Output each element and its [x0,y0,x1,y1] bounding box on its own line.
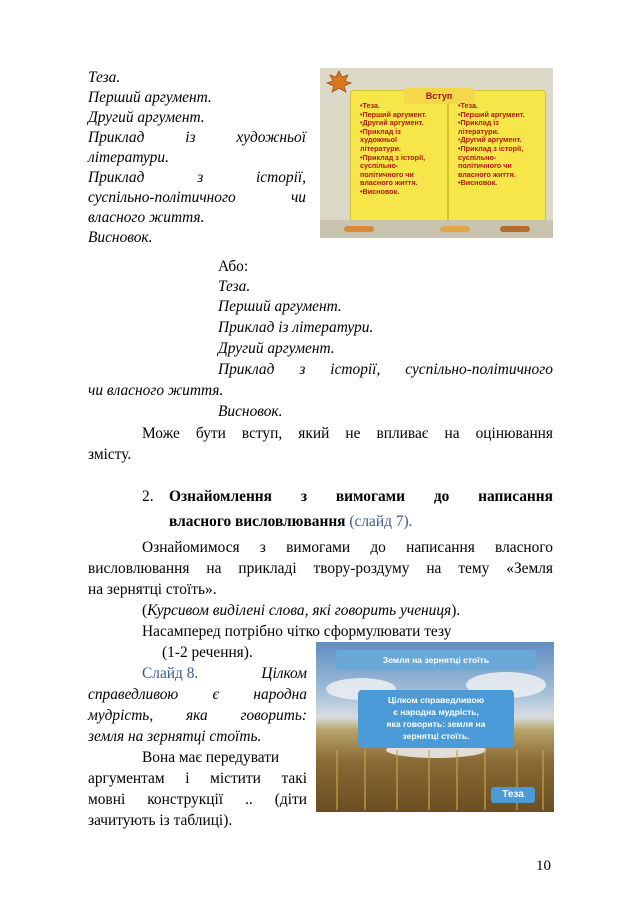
para3-line-2: аргументам і містити такі [88,770,307,787]
quote-line-1 [88,685,307,705]
slide-base [320,220,553,238]
list-item: •Приклад з історії, [360,152,426,162]
slide-title: Земля на зернятці стоїть [336,650,536,670]
alt-conclusion: Висновок. [218,403,283,420]
section-number: 2. [142,488,154,505]
box-line: яка говорить: земля на [386,719,486,729]
italic-note-text: Курсивом виділені слова, які говорить учениця [147,602,452,619]
slide-quote-box [358,690,514,748]
list-item: •Висновок. [360,186,400,196]
list-item: •Перший аргумент. [360,109,427,119]
para3-line-4: зачитують із таблиці). [88,812,233,829]
para2-line-1: Насамперед потрібно чітко сформулювати тезу [142,623,452,640]
list-item: •Висновок. [458,178,498,188]
alt-hist-cont: чи власного життя. [88,382,224,399]
alt-thesis: Теза. [218,278,251,295]
para1-line-2: висловлювання на прикладі твору-роздуму на тему «Земля [88,560,553,577]
list-item: художньої [360,135,398,145]
list-item: •Приклад з історії, [458,143,524,153]
para3-line-1: Вона має передувати [142,749,280,766]
alt-first-argument: Перший аргумент. [218,298,342,315]
word: справедливою [88,686,179,703]
word: суспільно-політичного [405,361,553,378]
slide8-line [142,664,307,684]
slide-title: Вступ [404,88,474,104]
slide-wheat-image [316,642,554,812]
alt-second-argument: Другий аргумент. [218,340,335,357]
list-item: суспільно- [360,161,399,171]
line-social [88,188,306,208]
slide-intro-image [320,68,553,238]
section-title-line-2 [169,512,412,532]
word: суспільно-політичного [88,189,236,206]
line-lit-example [88,128,306,148]
intro-note-line-1: Може бути вступ, який не впливає на оцінювання [142,425,553,442]
word: із [185,129,196,146]
word: з [197,169,204,186]
word: Приклад [218,361,275,378]
word: з [299,361,306,378]
word: є [212,686,220,703]
list-item: власного життя. [458,169,516,179]
para3-line-3: мовні конструкції .. (діти [88,791,307,808]
paren: ( [142,602,148,619]
list-item: політичного чи [360,169,414,179]
list-item: літератури. [360,143,401,153]
line-thesis: Теза. [88,69,121,86]
para2-line-2: (1-2 речення). [162,644,253,661]
quote-line-2 [88,706,307,726]
word: чи [290,189,306,206]
line-hist-example [88,168,306,188]
line-literature: літератури. [88,149,169,166]
slide8-label: Слайд 8. [142,665,199,682]
list-item: •Другий аргумент. [458,135,522,145]
list-item: власного життя. [360,178,418,188]
word: мудрість, [88,707,154,724]
or-label: Або: [218,258,249,275]
list-item: •Приклад із [360,126,401,136]
list-item: •Перший аргумент. [458,109,525,119]
list-item: •Теза. [458,101,479,110]
list-item: •Другий аргумент. [360,118,424,128]
list-item: •Приклад із [458,118,499,128]
intro-note-line-2: змісту. [88,446,132,463]
word: говорить: [240,707,307,724]
word: яка [185,707,208,724]
word: історії, [255,169,306,186]
page-number: 10 [536,858,551,874]
word: художньої [236,129,306,146]
line-first-argument: Перший аргумент. [88,89,212,106]
autumn-leaf-icon [326,70,352,94]
slide-list-right [458,102,538,188]
quote-line-3: земля на зернятці стоїть. [88,728,262,745]
word: народна [253,686,307,703]
line-own-life: власного життя. [88,209,205,226]
word: Цілком [261,665,307,682]
word: Приклад [88,169,145,186]
section-title-line-1: Ознайомлення з вимогами до написання [169,488,553,505]
slide-tag: Теза [491,787,535,803]
box-line: зернятці стоїть. [402,731,470,741]
box-line: є народна мудрість, [393,707,479,717]
list-item: літератури. [458,126,499,136]
line-conclusion: Висновок. [88,229,153,246]
alt-lit-example: Приклад із літератури. [218,319,374,336]
list-item: суспільно- [458,152,497,162]
line-second-argument: Другий аргумент. [88,109,205,126]
word: історії, [330,361,381,378]
list-item: політичного чи [458,161,512,171]
section-title-bold: власного висловлювання [169,513,346,530]
para1-line-1: Ознайомимося з вимогами до написання власного [142,539,553,556]
alt-hist-example [218,360,553,380]
italic-note [142,601,460,621]
box-line: Цілком справедливою [387,695,485,705]
para1-line-3: на зернятці стоїть». [88,581,217,598]
paren: ). [451,602,461,619]
word: Приклад [88,129,145,146]
slide-list-left [360,102,438,197]
slide-reference: (слайд 7). [349,513,413,530]
list-item: •Теза. [360,101,381,110]
